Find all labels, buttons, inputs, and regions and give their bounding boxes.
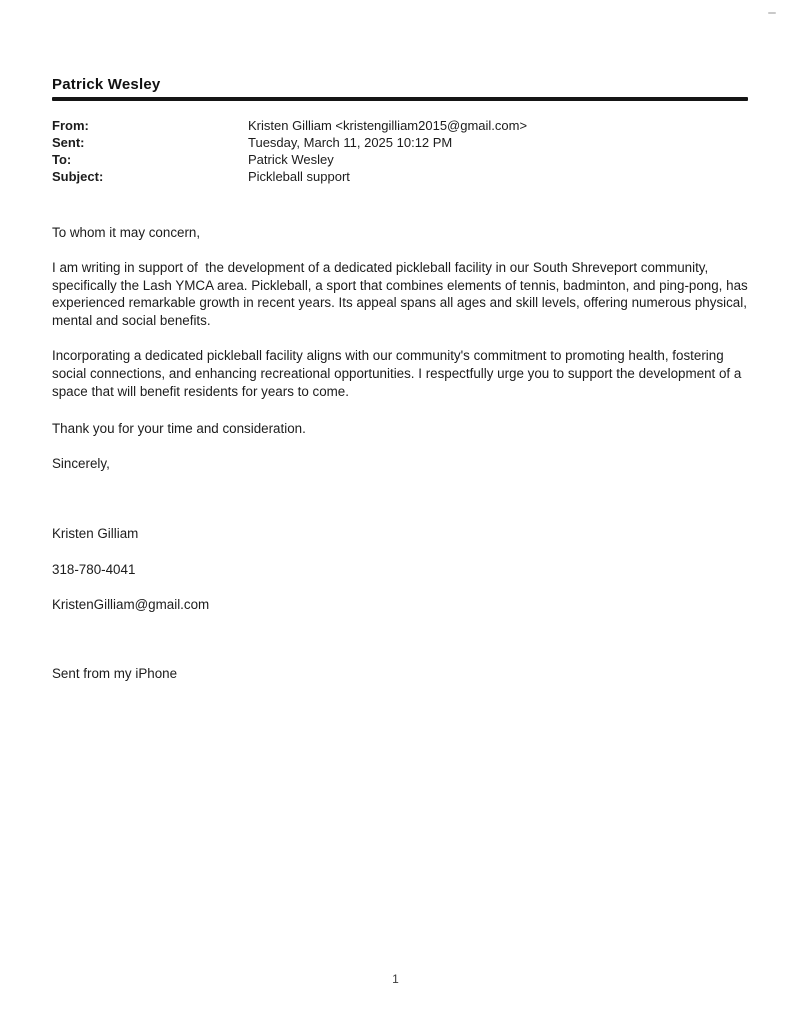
subject-value: Pickleball support (248, 169, 350, 184)
signature-phone: 318-780-4041 (52, 561, 136, 577)
email-body (52, 224, 752, 683)
closing-line: Sincerely, (52, 456, 110, 472)
field-row-to (52, 151, 748, 168)
field-row-sent (52, 134, 748, 151)
signature-email: KristenGilliam@gmail.com (52, 596, 210, 612)
subject-label: Subject: (52, 169, 104, 184)
body-paragraph-1: I am writing in support of the development of a dedicated pickleball facility in our South Shreveport community, specifically the Lash YMCA area. Pickleball, a sport that combines elements of tennis, badminton, and ping-pong, has experienced remarkable growth in recent years. Its appeal spans all ages and skill levels, offering numerous physical, mental and social benefits. (52, 259, 752, 329)
signature-name: Kristen Gilliam (52, 525, 139, 541)
body-paragraph-2: Incorporating a dedicated pickleball facility aligns with our community's commitment to promoting health, fostering social connections, and enhancing recreational opportunities. I respectfully urge you to support the development of a space that will benefit residents for years to come. (52, 347, 746, 399)
field-row-from (52, 117, 748, 134)
email-header-fields (52, 117, 748, 185)
sent-from-iphone-line: Sent from my iPhone (52, 666, 178, 682)
salutation: To whom it may concern, (52, 225, 201, 240)
page-number: 1 (392, 972, 399, 986)
email-content (52, 0, 752, 683)
scan-artifact (768, 12, 776, 14)
mailbox-owner-name: Patrick Wesley (52, 76, 161, 93)
field-row-subject (52, 168, 748, 185)
to-value: Patrick Wesley (248, 152, 334, 167)
header-rule (52, 97, 748, 101)
sent-value: Tuesday, March 11, 2025 10:12 PM (248, 135, 453, 150)
to-label: To: (52, 152, 72, 167)
from-value: Kristen Gilliam <kristengilliam2015@gmail.com> (248, 118, 528, 133)
sent-label: Sent: (52, 135, 85, 150)
from-label: From: (52, 118, 89, 133)
thanks-line: Thank you for your time and consideration. (52, 421, 306, 437)
